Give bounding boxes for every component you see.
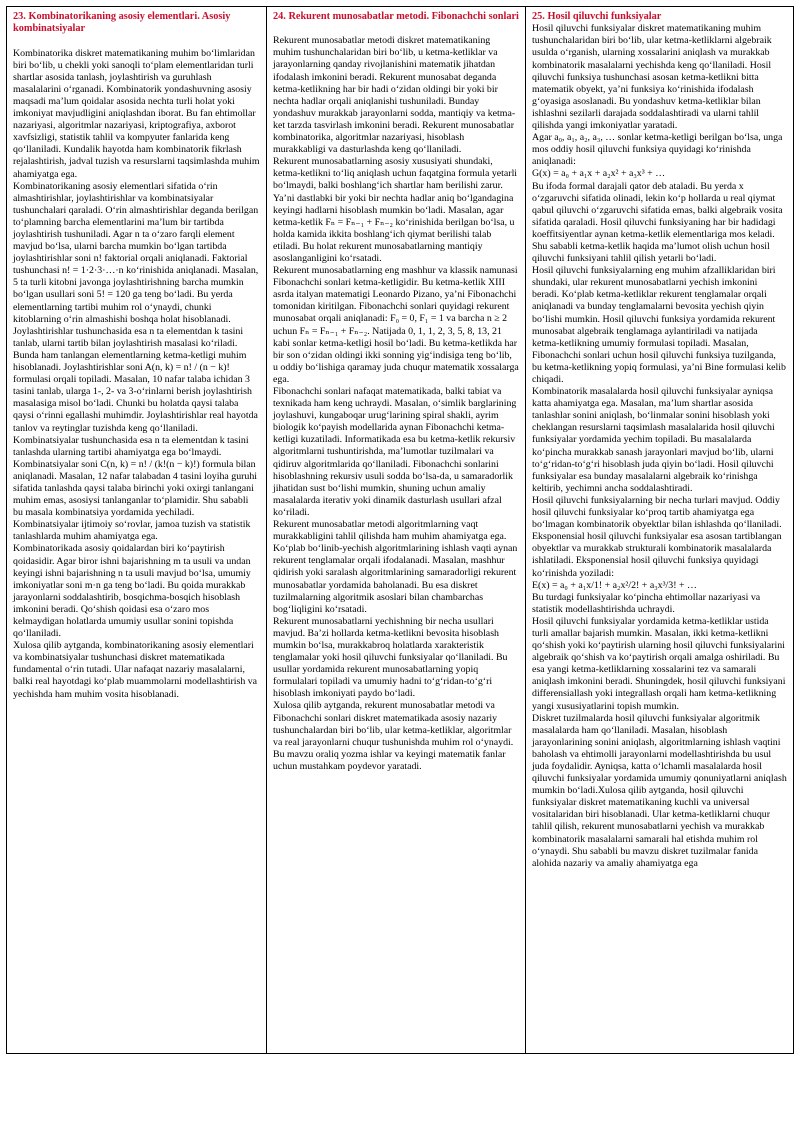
paragraph: Rekurent munosabatlar metodi algoritmlarning vaqt murakkabligini tahlil qilishda ham muhim ahamiyatga ega. Koʻplab boʻlinib-yechish algoritmlarining ishlash vaqti aynan rekurent tenglamalar orqali ifodalanadi. Masalan, mashhur qidirish yoki saralash algoritmlarining samaradorligi rekurent munosabatlar yordamida baholanadi. Bu esa diskret tuzilmalarning algoritmik asoslari bilan chambarchas bogʻliqligini koʻrsatadi. [273,519,518,615]
paragraph: Diskret tuzilmalarda hosil qiluvchi funksiyalar algoritmik masalalarda ham qoʻllaniladi. Masalan, hisoblash jarayonlarining sonini aniqlash, algoritmlarning ishlash vaqtini baholash va ehtimolli jarayonlarni modellashtirishda bu usul juda foydalidir. Ayniqsa, katta oʻlchamli masalalarda hosil qiluvchi funksiyalar yordamida umumiy qonuniyatlarni aniqlash mumkin boʻladi.Xulosa qilib aytganda, hosil qiluvchi funksiyalar diskret matematikaning kuchli va universal vositalaridan biri hisoblanadi. Ular ketma-ketliklarni chuqur tahlil qilish, rekurent munosabatlarni yechish va murakkab kombinatorik masalalarni samarali hal etishda muhim rol oʻynaydi. Shu sababli bu mavzu diskret tuzilmalar fanida alohida nazariy va amaliy ahamiyatga ega [532,712,787,869]
paragraph: Rekurent munosabatlarning eng mashhur va klassik namunasi Fibonachchi sonlari ketma-ketligidir. Bu ketma-ketlik XIII asrda italyan matematigi Leonardo Pizano, yaʼni Fibonachchi tomonidan kiritilgan. Fibonachchi sonlari quyidagi rekurent munosabat orqali aniqlanadi: F₀ = 0, F₁ = 1 va barcha n ≥ 2 uchun Fₙ = Fₙ₋₁ + Fₙ₋₂. Natijada 0, 1, 1, 2, 3, 5, 8, 13, 21 kabi sonlar ketma-ketligi hosil boʻladi. Bu ketma-ketlikda har bir son oʻzidan oldingi ikki sonning yigʻindisiga teng boʻlib, u oddiy boʻlishiga qaramay juda chuqur matematik xossalarga ega. [273,265,519,385]
paragraph: Kombinatorikada asosiy qoidalardan biri koʻpaytirish qoidasidir. Agar biror ishni bajarishning m ta usuli va undan keyingi ishni bajarishning n ta usuli mavjud boʻlsa, umumiy imkoniyatlar soni m·n ga teng boʻladi. Bu qoida murakkab jarayonlarni soddalashtirib, bosqichma-bosqich hisoblash imkonini beradi. Qoʻshish qoidasi esa oʻzaro mos kelmaydigan holatlarda umumiy usullar sonini topishda qoʻllaniladi. [13,543,251,640]
paragraph: Hosil qiluvchi funksiyalarning eng muhim afzalliklaridan biri shundaki, ular rekurent munosabatlarni yechish imkonini beradi. Koʻplab ketma-ketliklar rekurent tenglamalar orqali aniqlanadi va bunday tenglamalarni bevosita yechish qiyin boʻlishi mumkin. Hosil qiluvchi funksiya yordamida rekurent munosabat algebraik tenglamaga aylantiriladi va natijada ketma-ketlikning umumiy formulasi topiladi. Masalan, Fibonachchi sonlari uchun hosil qiluvchi funksiya tuzilganda, bu ketma-ketlikning yopiq formulasi, yaʼni Bine formulasi kelib chiqadi. [532,265,786,386]
paragraph: Bu turdagi funksiyalar koʻpincha ehtimollar nazariyasi va statistik modellashtirishda uchraydi. [532,591,761,615]
paragraph: Agar a₀, a₁, a₂, a₃, … sonlar ketma-ketligi berilgan boʻlsa, unga mos oddiy hosil qiluvchi funksiya quyidagi koʻrinishda aniqlanadi: [532,132,783,168]
paragraph: Hosil qiluvchi funksiyalar yordamida ketma-ketliklar ustida turli amallar bajarish mumkin. Masalan, ikki ketma-ketlikni qoʻshish yoki koʻpaytirish ularning hosil qiluvchi funksiyalarini algebraik qoʻshish va koʻpaytirish orqali amalga oshiriladi. Bu esa yangi ketma-ketliklarning xossalarini tez va samarali aniqlash imkonini beradi. Shuningdek, hosil qiluvchi funksiyani differensiallash yoki integrallash orqali ham ketma-ketlikning yangi xususiyatlarini topish mumkin. [532,615,786,712]
section-title-24: 24. Rekurent munosabatlar metodi. Fibonachchi sonlari [273,11,519,22]
column-topic-25 [525,7,793,1053]
section-title-23: 23. Kombinatorikaning asosiy elementlari. Asosiy kombinatsiyalar [13,11,231,35]
formula-ordinary-generating-function: G(x) = a₀ + a₁x + a₂x² + a₃x³ + … [532,168,666,180]
paragraph: Kombinatorika diskret matematikaning muhim boʻlimlaridan biri boʻlib, u chekli yoki sanoqli toʻplam elementlaridan turli shartlar asosida tanlash, joylashtirish va guruhlash masalalarini oʻrganadi. Kombinatorik yondashuvning asosiy maqsadi maʼlum qoidalar asosida nechta turli holat yoki imkoniyat mavjudligini aniqlashdan iborat. Bu fan ehtimollar nazariyasi, algoritmlar nazariyasi, kriptografiya, axborot xavfsizligi, statistik tahlil va kompyuter fanlarida keng qoʻllaniladi. Kundalik hayotda ham kombinatorik fikrlash rejalashtirish, jadval tuzish va resurslarni taqsimlashda muhim ahamiyatga ega. [13,47,260,180]
paragraph: Hosil qiluvchi funksiyalar diskret matematikaning muhim tushunchalaridan biri boʻlib, ular ketma-ketliklarni algebraik usulda oʻrganish, ularning xossalarini aniqlash va murakkab kombinatorik masalalarni yechishda keng qoʻllaniladi. Hosil qiluvchi funksiya tushunchasi asosan ketma-ketlikni bitta matematik obyekt, yaʼni funksiya koʻrinishida ifodalash gʻoyasiga asoslanadi. Bu yondashuv ketma-ketliklar bilan ishlashni sezilarli darajada soddalashtiradi va ularni tahlil qilishda yangi imkoniyatlar yaratadi. [532,23,772,132]
paragraph: Kombinatorik masalalarda hosil qiluvchi funksiyalar ayniqsa katta ahamiyatga ega. Masalan, maʼlum shartlar asosida tanlashlar sonini aniqlash, boʻlinmalar sonini hisoblash yoki cheklangan resurslarni taqsimlash masalalarida hosil qiluvchi funksiyalar yordamida yechim topiladi. Bu masalalarda koʻpincha murakkab sanash jarayonlari mavjud boʻlib, ularni toʻgʻridan-toʻgʻri hisoblash juda qiyin boʻladi. Hosil qiluvchi funksiyalar esa bunday masalalarni algebraik koʻrinishga keltirib, yechimni ancha soddalashtiradi. [532,386,775,494]
paragraph: Kombinatsiyalar tushunchasida esa n ta elementdan k tasini tanlashda ularning tartibi ahamiyatga ega boʻlmaydi. Kombinatsiyalar soni C(n, k) = n! / (k!(n − k)!) formula bilan aniqlanadi. Masalan, 12 nafar talabadan 4 tasini loyiha guruhi sifatida tanlashda qaysi talaba birinchi yoki oxirgi tanlangani muhim emas, asosiysi tanlanganlar toʻplamidir. Shu sababli bu masala kombinatsiya yordamida yechiladi. Kombinatsiyalar ijtimoiy soʻrovlar, jamoa tuzish va statistik tanlashlarda muhim ahamiyatga ega. [13,434,258,543]
paragraph: Rekurent munosabatlarning asosiy xususiyati shundaki, ketma-ketlikni toʻliq aniqlash uchun faqatgina formula yetarli boʻlmaydi, balki boshlangʻich shartlar ham berilishi zarur. Yaʼni dastlabki bir yoki bir nechta hadlar aniq boʻlgandagina keyingi hadlarni hisoblash mumkin boʻladi. Masalan, agar ketma-ketlik Fₙ = Fₙ₋₁ + Fₙ₋₂ koʻrinishida berilgan boʻlsa, u holda kamida ikkita boshlangʻich qiymat berilishi talab etiladi. Bu holat rekurent munosabatlarning mantiqiy asoslanganligini koʻrsatadi. [273,156,518,264]
section-title-25: 25. Hosil qiluvchi funksiyalar [532,11,662,22]
title-spacer [273,23,519,35]
paragraph: Rekurent munosabatlarni yechishning bir necha usullari mavjud. Baʼzi hollarda ketma-ketlikni bevosita hisoblash mumkin boʻlsa, murakkabroq holatlarda xarakteristik tenglamalar yoki hosil qiluvchi funksiyalar qoʻllaniladi. Bu usullar yordamida rekurent munosabatlarning yopiq formulalari topiladi va umumiy hadni toʻgʻridan-toʻgʻri hisoblash imkoniyati paydo boʻladi. [273,615,508,700]
paragraph: Kombinatorikaning asosiy elementlari sifatida oʻrin almashtirishlar, joylashtirishlar va kombinatsiyalar tushunchalari qaraladi. Oʻrin almashtirishlar deganda berilgan toʻplamning barcha elementlarini maʼlum bir tartibda joylashtirish tushuniladi. Agar n ta oʻzaro farqli element mavjud boʻlsa, ularni barcha mumkin boʻlgan tartibda joylashtirishlar soni n! faktorial orqali aniqlanadi. Faktorial tushunchasi n! = 1·2·3·…·n koʻrinishida aniqlanadi. Masalan, 5 ta turli kitobni javonga joylashtirishning barcha mumkin boʻlgan usullari soni 5! = 120 ga teng boʻladi. Bu yerda elementlarning tartibi muhim rol oʻynaydi, chunki kitoblarning oʻrin almashishi boshqa holat hisoblanadi. [13,180,259,325]
document-page [6,6,794,1054]
formula-exponential-generating-function: E(x) = a₀ + a₁x/1! + a₂x²/2! + a₃x³/3! + … [532,579,697,591]
paragraph: Xulosa qilib aytganda, kombinatorikaning asosiy elementlari va kombinatsiyalar tushunchasi diskret matematikada fundamental oʻrin tutadi. Ular nafaqat nazariy masalalarni, balki real hayotdagi koʻplab muammolarni modellashtirish va yechishda ham muhim vosita hisoblanadi. [13,640,258,700]
paragraph: Joylashtirishlar tushunchasida esa n ta elementdan k tasini tanlab, ularni tartib bilan joylashtirish masalasi koʻriladi. Bunda ham tanlangan elementlarning ketma-ketligi muhim hisoblanadi. Joylashtirishlar soni A(n, k) = n! / (n − k)! formulasi orqali topiladi. Masalan, 10 nafar talaba ichidan 3 tasini tanlab, ularga 1-, 2- va 3-oʻrinlarni berish joylashtirish masalasiga misol boʻladi. Chunki bu holatda qaysi talaba qaysi oʻrinni egallashi muhimdir. Joylashtirishlar real hayotda tanlov va reytinglar tuzishda keng qoʻllaniladi. [13,325,258,434]
title-spacer [13,36,260,48]
column-topic-24 [266,7,525,1053]
paragraph: Fibonachchi sonlari nafaqat matematikada, balki tabiat va texnikada ham keng uchraydi. Masalan, oʻsimlik barglarining joylashuvi, kungaboqar urugʻlarining spiral shakli, ayrim biologik koʻpayish modellarida aynan Fibonachchi ketma-ketligi kuzatiladi. Informatikada esa bu ketma-ketlik rekursiv algoritmlarni tushuntirishda, maʼlumotlar tuzilmalari va qidiruv algoritmlarida qoʻllaniladi. Fibonachchi sonlarini hisoblashning rekursiv usuli sodda boʻlsa-da, u samaradorlik jihatidan sust boʻlishi mumkin, shuning uchun amaliy masalalarda iterativ yoki dinamik dasturlash usullari afzal koʻriladi. [273,386,517,518]
paragraph: Hosil qiluvchi funksiyalarning bir necha turlari mavjud. Oddiy hosil qiluvchi funksiyalar koʻproq tartib ahamiyatga ega boʻlmagan kombinatorik obyektlar bilan ishlashda qoʻllaniladi. Eksponensial hosil qiluvchi funksiyalar esa asosan tartiblangan obyektlar va murakkab strukturali kombinatorik masalalarda ishlatiladi. Eksponensial hosil qiluvchi funksiya quyidagi koʻrinishda yoziladi: [532,494,782,579]
paragraph: Rekurent munosabatlar metodi diskret matematikaning muhim tushunchalaridan biri boʻlib, u ketma-ketliklar va jarayonlarning qanday rivojlanishini matematik jihatdan ifodalash imkonini beradi. Rekurent munosabat deganda ketma-ketlikning har bir hadi oʻzidan oldingi bir yoki bir nechta hadlar orqali aniqlanishi tushuniladi. Bunday yondashuv murakkab jarayonlarni sodda, mantiqiy va ketma-ket tarzda tasvirlash imkonini beradi. Rekurent munosabatlar kombinatorika, algoritmlar nazariyasi, hisoblash murakkabligi va dasturlashda keng qoʻllaniladi. [273,35,516,156]
column-topic-23 [7,7,266,1053]
paragraph: Xulosa qilib aytganda, rekurent munosabatlar metodi va Fibonachchi sonlari diskret matematikada asosiy nazariy tushunchalardan biri boʻlib, ular ketma-ketliklar, algoritmlar va real jarayonlarni chuqur tushunishda muhim rol oʻynaydi. Bu mavzu oraliq yozma ishlar va keyingi matematik fanlar uchun mustahkam poydevor yaratadi. [273,700,514,772]
paragraph: Bu ifoda formal darajali qator deb ataladi. Bu yerda x oʻzgaruvchi sifatida olinadi, lekin koʻp hollarda u real qiymat qabul qiluvchi oʻzgaruvchi sifatida emas, balki algebraik vosita sifatida qaraladi. Hosil qiluvchi funksiyaning har bir hadidagi koeffitsiyentlar aynan ketma-ketlik elementlariga mos keladi. Shu sababli ketma-ketlik haqida maʼlumot olish uchun hosil qiluvchi funksiyani tahlil qilish yetarli boʻladi. [532,180,783,265]
